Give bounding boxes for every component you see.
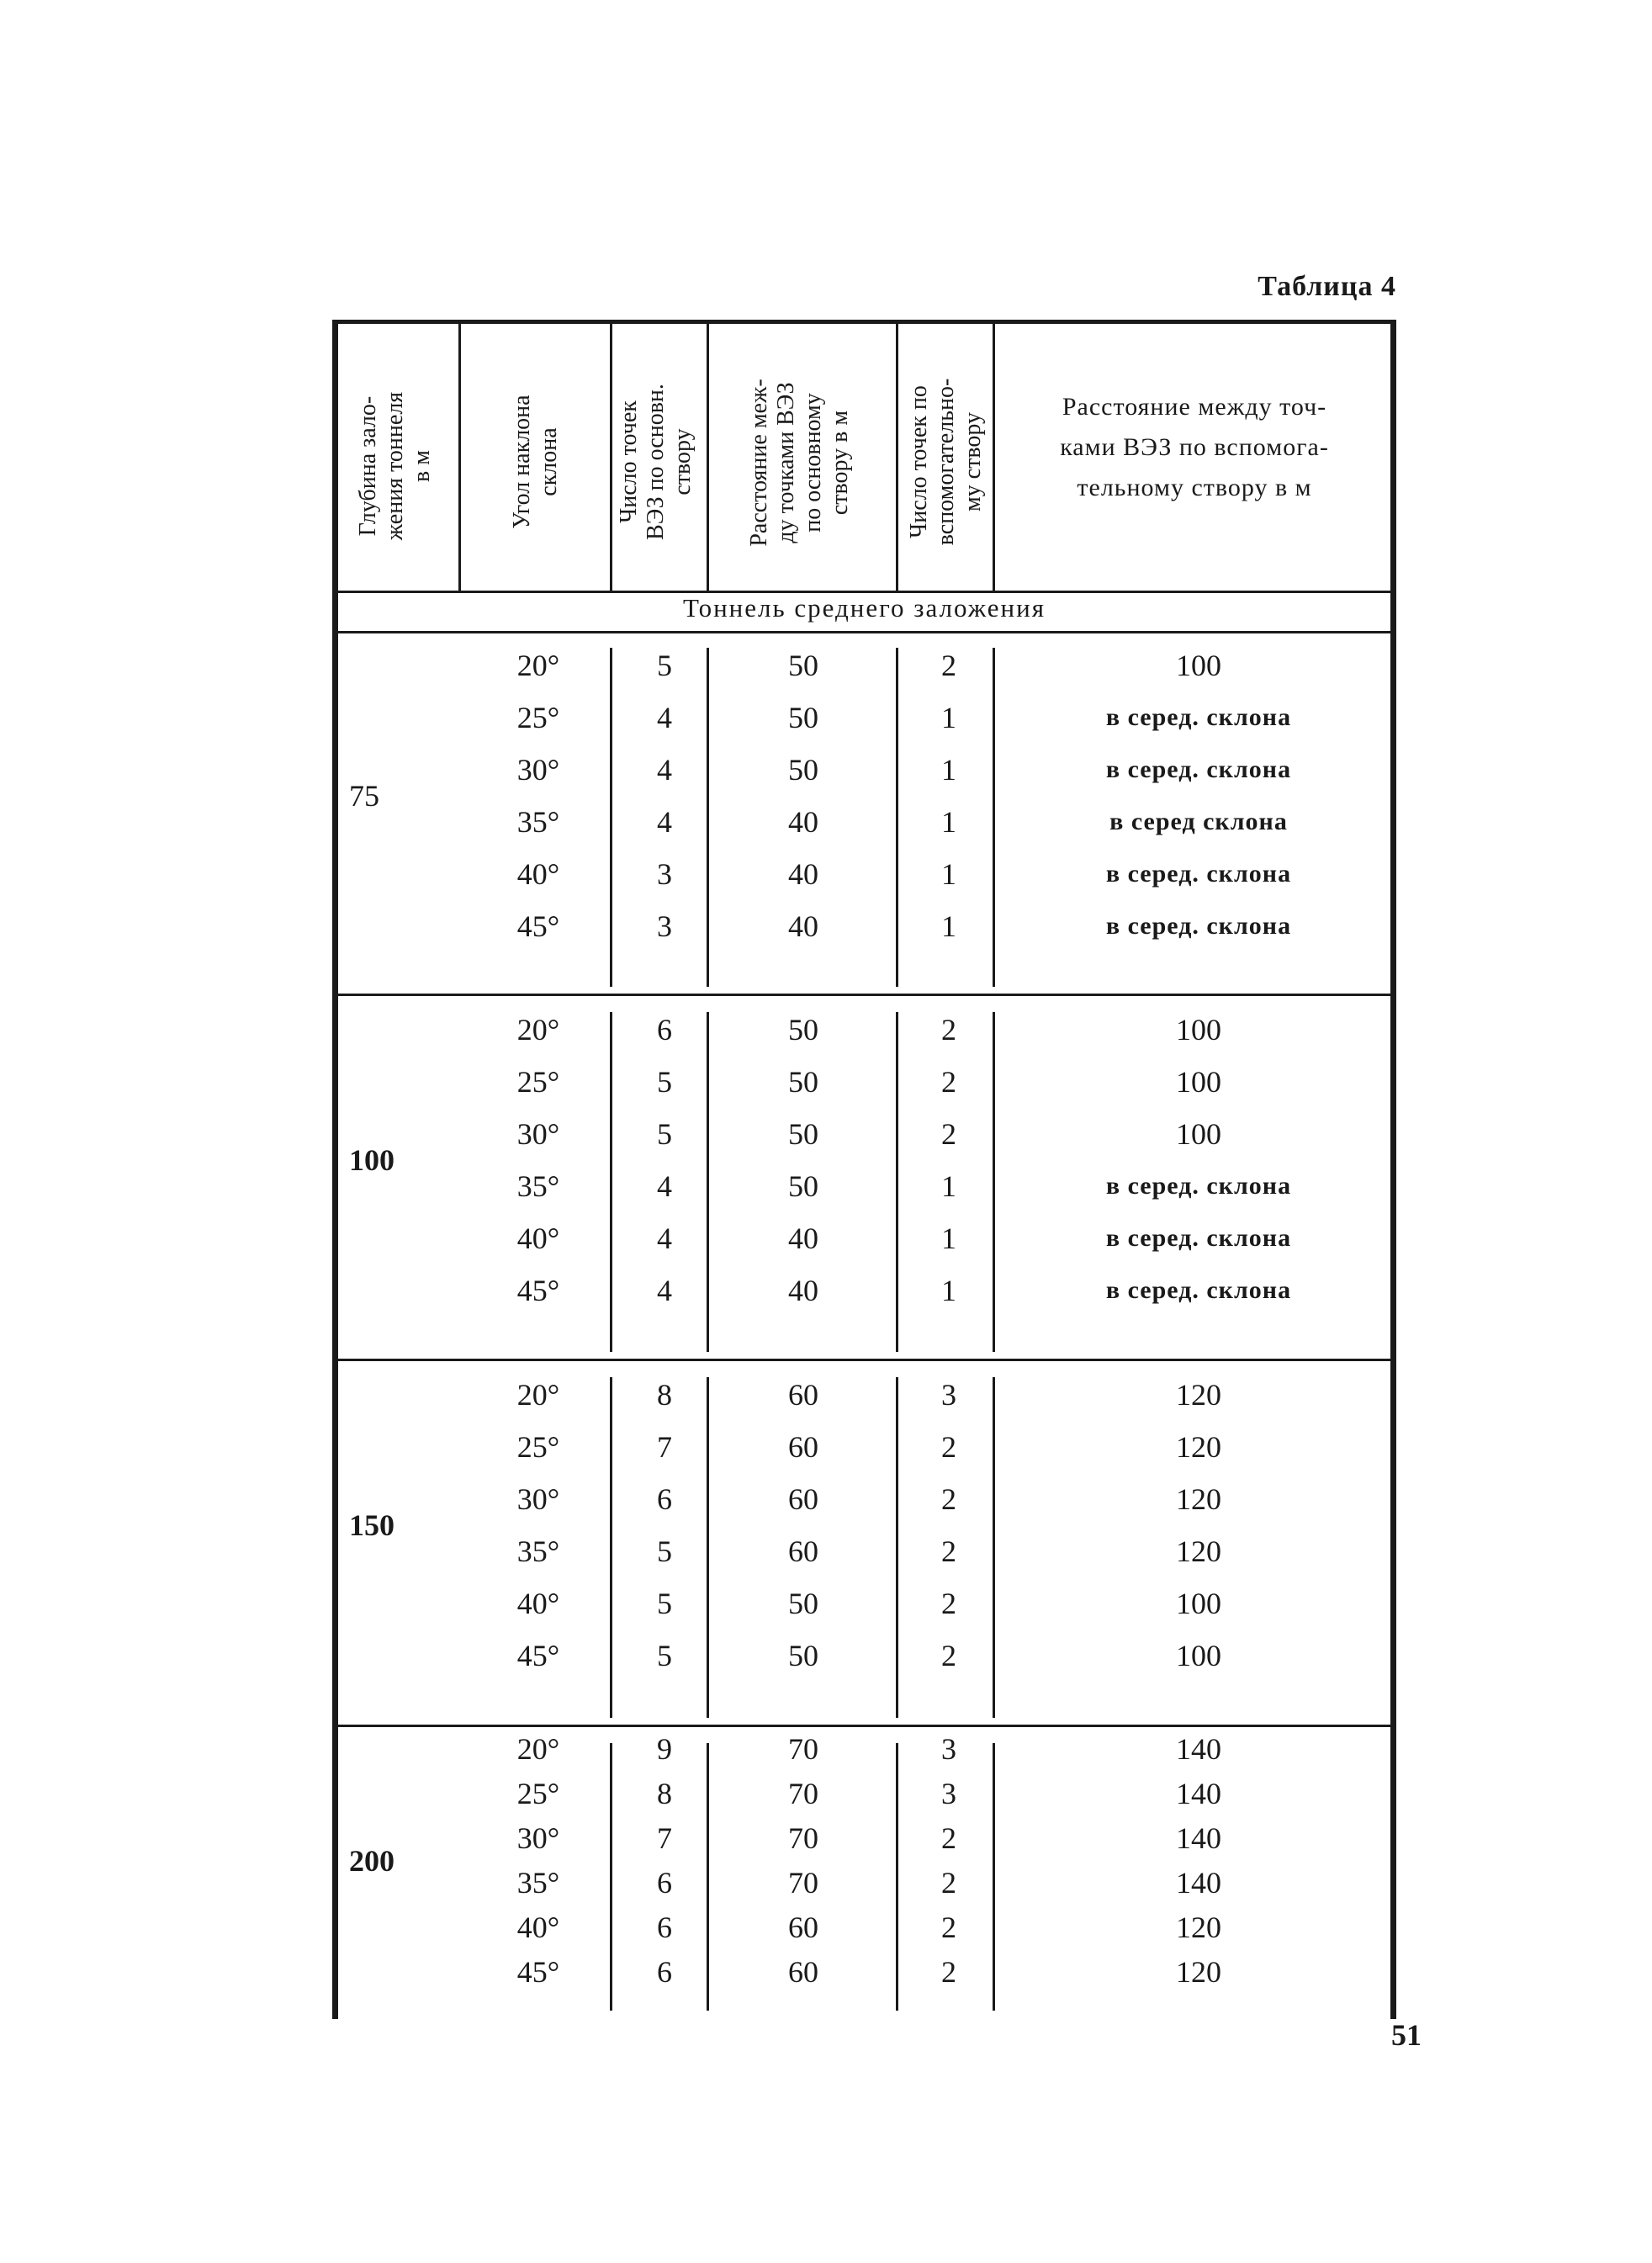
cell-n2: 1 <box>941 1169 956 1203</box>
cell-d2: 120 <box>1176 1482 1221 1516</box>
cell-angle: 25° <box>516 1777 560 1810</box>
cell-angle: 20° <box>516 1378 560 1412</box>
cell-n1: 6 <box>657 1866 672 1900</box>
cell-d1: 40 <box>788 1274 818 1307</box>
cell-n1: 7 <box>657 1821 672 1855</box>
cell-n2: 1 <box>941 1274 956 1307</box>
group-depth: 75 <box>349 779 379 813</box>
cell-d1: 50 <box>788 649 818 682</box>
cell-d1: 70 <box>788 1821 818 1855</box>
data-table <box>332 320 1396 2019</box>
cell-d1: 50 <box>788 701 818 734</box>
cell-d1: 50 <box>788 1639 818 1672</box>
cell-angle: 40° <box>516 1911 560 1944</box>
cell-angle: 20° <box>516 1732 560 1766</box>
cell-n1: 4 <box>657 1222 672 1255</box>
cell-angle: 25° <box>516 1430 560 1464</box>
col-sep-2 <box>610 324 612 591</box>
cell-n2: 2 <box>941 649 956 682</box>
group-depth: 150 <box>349 1508 394 1542</box>
cell-angle: 35° <box>516 1866 560 1900</box>
cell-n2: 3 <box>941 1777 956 1810</box>
group-depth: 200 <box>349 1843 394 1878</box>
cell-n2: 2 <box>941 1430 956 1464</box>
cell-n2: 1 <box>941 701 956 734</box>
cell-d1: 60 <box>788 1378 818 1412</box>
col-sep-5 <box>993 324 995 591</box>
cell-d2: 100 <box>1176 1013 1221 1047</box>
table-caption: Таблица 4 <box>1258 271 1396 302</box>
cell-angle: 30° <box>516 1821 560 1855</box>
cell-d1: 40 <box>788 909 818 943</box>
cell-d2: в серед. склона <box>1105 703 1292 731</box>
cell-d1: 40 <box>788 1222 818 1255</box>
cell-d2: в серед склона <box>1109 808 1288 835</box>
cell-n2: 2 <box>941 1117 956 1151</box>
cell-angle: 45° <box>516 1639 560 1672</box>
cell-d2: 120 <box>1176 1430 1221 1464</box>
cell-n2: 2 <box>941 1955 956 1989</box>
page-number: 51 <box>1391 2018 1422 2052</box>
cell-d2: 100 <box>1176 1065 1221 1099</box>
col-sep-3 <box>707 324 709 591</box>
cell-angle: 30° <box>516 753 560 787</box>
col-sep-1 <box>458 324 461 591</box>
cell-n1: 5 <box>657 1534 672 1568</box>
cell-d2: в серед. склона <box>1105 755 1292 783</box>
cell-n2: 2 <box>941 1821 956 1855</box>
cell-n1: 5 <box>657 1587 672 1620</box>
cell-d1: 50 <box>788 753 818 787</box>
header-dist-aux: Расстояние между точ- ками ВЭЗ по вспомога- тельному створу в м <box>1060 393 1329 501</box>
cell-d2: 120 <box>1176 1378 1221 1412</box>
table-left-rule <box>332 320 338 2019</box>
cell-angle: 40° <box>516 1222 560 1255</box>
cell-d2: в серед. склона <box>1105 860 1292 888</box>
cell-angle: 35° <box>516 1169 560 1203</box>
cell-angle: 45° <box>516 909 560 943</box>
cell-n1: 3 <box>657 909 672 943</box>
subheader: Тоннель среднего заложения <box>682 593 1046 623</box>
cell-d1: 60 <box>788 1430 818 1464</box>
cell-d2: 100 <box>1176 649 1221 682</box>
cell-n2: 2 <box>941 1866 956 1900</box>
cell-d1: 50 <box>788 1169 818 1203</box>
cell-angle: 35° <box>516 1534 560 1568</box>
cell-angle: 30° <box>516 1117 560 1151</box>
cell-d1: 40 <box>788 805 818 839</box>
cell-n2: 1 <box>941 857 956 891</box>
cell-angle: 40° <box>516 1587 560 1620</box>
cell-d2: в серед. склона <box>1105 912 1292 940</box>
cell-d2: 100 <box>1176 1587 1221 1620</box>
cell-d1: 50 <box>788 1587 818 1620</box>
cell-d1: 50 <box>788 1065 818 1099</box>
cell-d1: 50 <box>788 1117 818 1151</box>
cell-n1: 5 <box>657 649 672 682</box>
cell-n2: 1 <box>941 1222 956 1255</box>
header-dist-main: Расстояние меж- ду точками ВЭЗ по основному створу в м <box>746 379 853 547</box>
cell-angle: 30° <box>516 1482 560 1516</box>
cell-n2: 2 <box>941 1065 956 1099</box>
group-depth: 100 <box>349 1143 394 1177</box>
cell-n2: 2 <box>941 1482 956 1516</box>
cell-d2: в серед. склона <box>1105 1276 1292 1304</box>
cell-n1: 5 <box>657 1639 672 1672</box>
cell-d2: 140 <box>1176 1821 1221 1855</box>
cell-n2: 2 <box>941 1639 956 1672</box>
cell-n1: 6 <box>657 1955 672 1989</box>
cell-n2: 2 <box>941 1911 956 1944</box>
subheader-bottom-rule <box>332 631 1396 633</box>
cell-d2: 140 <box>1176 1777 1221 1810</box>
cell-n2: 1 <box>941 753 956 787</box>
cell-d1: 70 <box>788 1732 818 1766</box>
cell-n1: 7 <box>657 1430 672 1464</box>
cell-n1: 9 <box>657 1732 672 1766</box>
cell-angle: 20° <box>516 1013 560 1047</box>
header-depth: Глубина зало- жения тоннеля в м <box>355 391 435 541</box>
cell-n1: 6 <box>657 1482 672 1516</box>
cell-d1: 60 <box>788 1955 818 1989</box>
cell-d2: 100 <box>1176 1639 1221 1672</box>
cell-n2: 2 <box>941 1013 956 1047</box>
col-sep-4 <box>896 324 898 591</box>
header-angle: Угол наклона склона <box>509 395 562 529</box>
table-right-rule <box>1390 320 1396 2019</box>
cell-d2: в серед. склона <box>1105 1224 1292 1252</box>
cell-d1: 70 <box>788 1777 818 1810</box>
cell-d2: 120 <box>1176 1955 1221 1989</box>
cell-n2: 2 <box>941 1534 956 1568</box>
header-count-main: Число точек ВЭЗ по основн. створу <box>616 384 696 540</box>
cell-d1: 50 <box>788 1013 818 1047</box>
cell-n1: 6 <box>657 1013 672 1047</box>
cell-n1: 6 <box>657 1911 672 1944</box>
cell-angle: 35° <box>516 805 560 839</box>
cell-d1: 40 <box>788 857 818 891</box>
cell-d1: 60 <box>788 1482 818 1516</box>
cell-angle: 20° <box>516 649 560 682</box>
cell-angle: 25° <box>516 1065 560 1099</box>
cell-n2: 3 <box>941 1378 956 1412</box>
cell-n1: 8 <box>657 1777 672 1810</box>
cell-angle: 45° <box>516 1274 560 1307</box>
cell-n1: 4 <box>657 753 672 787</box>
cell-d2: 140 <box>1176 1732 1221 1766</box>
group-rule <box>332 1725 1396 1727</box>
cell-angle: 40° <box>516 857 560 891</box>
cell-n2: 2 <box>941 1587 956 1620</box>
cell-d2: 120 <box>1176 1911 1221 1944</box>
cell-d2: 140 <box>1176 1866 1221 1900</box>
cell-n1: 3 <box>657 857 672 891</box>
cell-n1: 5 <box>657 1117 672 1151</box>
cell-n1: 8 <box>657 1378 672 1412</box>
cell-d1: 60 <box>788 1911 818 1944</box>
cell-d1: 60 <box>788 1534 818 1568</box>
cell-d2: в серед. склона <box>1105 1172 1292 1200</box>
cell-n1: 5 <box>657 1065 672 1099</box>
cell-n1: 4 <box>657 1169 672 1203</box>
cell-n1: 4 <box>657 1274 672 1307</box>
table-top-rule <box>332 320 1396 324</box>
header-count-aux: Число точек по вспомогательно- му створу <box>906 378 986 546</box>
cell-n1: 4 <box>657 805 672 839</box>
cell-n2: 3 <box>941 1732 956 1766</box>
cell-d2: 100 <box>1176 1117 1221 1151</box>
cell-d2: 120 <box>1176 1534 1221 1568</box>
cell-angle: 25° <box>516 701 560 734</box>
group-rule <box>332 994 1396 996</box>
cell-d1: 70 <box>788 1866 818 1900</box>
cell-n2: 1 <box>941 805 956 839</box>
cell-n1: 4 <box>657 701 672 734</box>
group-rule <box>332 1359 1396 1361</box>
cell-angle: 45° <box>516 1955 560 1989</box>
cell-n2: 1 <box>941 909 956 943</box>
